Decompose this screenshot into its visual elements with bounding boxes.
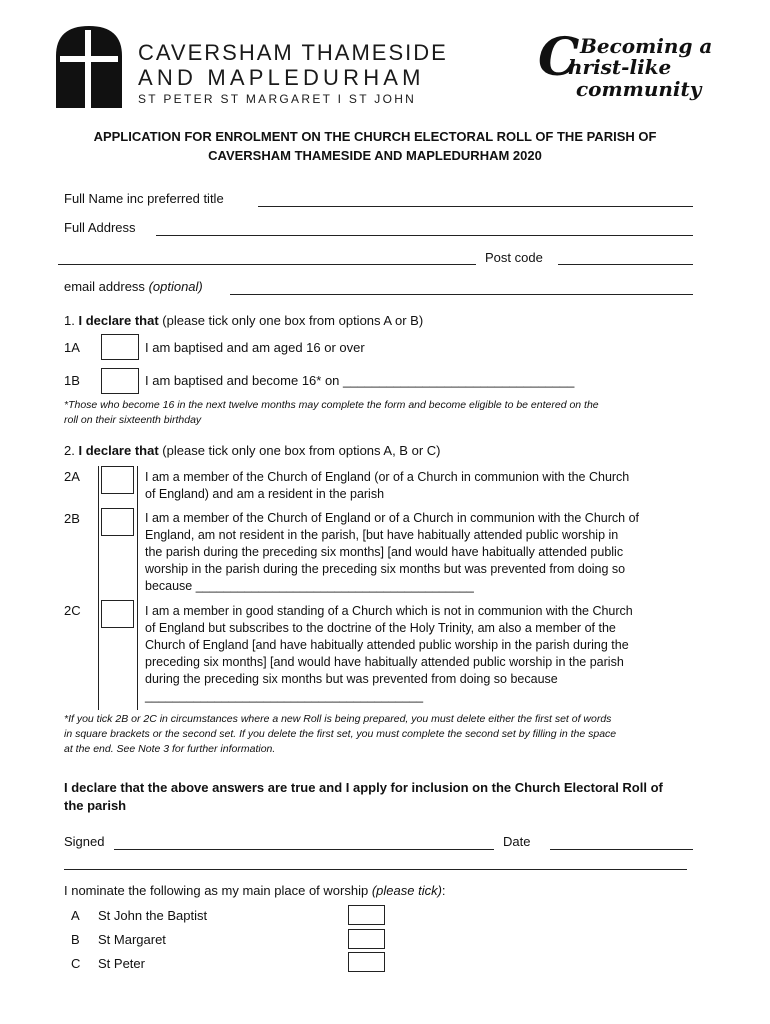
section1-number: 1. — [64, 313, 75, 328]
worship-intro-italic: (please tick) — [371, 883, 442, 898]
option-1b-checkbox[interactable] — [101, 368, 139, 394]
worship-intro-text: I nominate the following as my main place of worship — [64, 883, 369, 898]
section2-box-column-right — [137, 466, 138, 710]
worship-option-c-checkbox[interactable] — [348, 952, 385, 972]
section2-note-line3: at the end. See Note 3 for further information. — [64, 743, 276, 755]
option-2c-line4: preceding six months] [and would have habitually attended public worship in the parish — [145, 655, 624, 669]
section1-declare: I declare that — [78, 313, 159, 328]
parish-name-line1: CAVERSHAM THAMESIDE — [138, 40, 448, 65]
option-2c-checkbox[interactable] — [101, 600, 134, 628]
option-2b-text — [145, 510, 686, 595]
option-2c-text — [145, 603, 686, 705]
section2-note — [64, 712, 616, 757]
option-2c-code: 2C — [64, 603, 81, 618]
parish-cross-logo — [56, 26, 122, 108]
option-2b-line4: worship in the parish during the preceding six months but was prevented from doing so — [145, 562, 626, 576]
post-code-field[interactable] — [558, 264, 693, 265]
option-2a-line1: I am a member of the Church of England (or of a Church in communion with the Church — [145, 470, 630, 484]
worship-intro-end: : — [441, 883, 446, 898]
form-title-line1: APPLICATION FOR ENROLMENT ON THE CHURCH ELECTORAL ROLL OF THE PARISH OF — [93, 129, 657, 144]
worship-option-a-checkbox[interactable] — [348, 905, 385, 925]
full-name-label: Full Name inc preferred title — [64, 191, 224, 206]
parish-name-line2: AND MAPLEDURHAM — [138, 65, 425, 90]
option-2b-line1: I am a member of the Church of England or of a Church in communion with the Church of — [145, 511, 639, 525]
email-optional-text: (optional) — [148, 279, 203, 294]
option-1a-code: 1A — [64, 340, 80, 355]
motto-line2: hrist-like — [568, 55, 672, 79]
option-2b-line3: the parish during the preceding six months] [and would have habitually attended public — [145, 545, 624, 559]
option-1b-code: 1B — [64, 373, 80, 388]
section1-note-line2: roll on their sixteenth birthday — [64, 414, 202, 426]
option-2a-text — [145, 469, 686, 503]
worship-option-b-code: B — [71, 932, 80, 947]
option-2a-code: 2A — [64, 469, 80, 484]
worship-option-a-name: St John the Baptist — [98, 908, 208, 923]
email-label — [64, 279, 203, 294]
section1-instruction: (please tick only one box from options A or B) — [162, 313, 424, 328]
section2-declare: I declare that — [78, 443, 159, 458]
option-2c-line2: of England but subscribes to the doctrine of the Holy Trinity, am also a member of the — [145, 621, 616, 635]
signed-label: Signed — [64, 834, 105, 849]
signature-field[interactable] — [114, 849, 494, 850]
form-title-line2: CAVERSHAM THAMESIDE AND MAPLEDURHAM 2020 — [208, 148, 542, 163]
section2-note-line1: *If you tick 2B or 2C in circumstances where a new Roll is being prepared, you must delete either the first set of words — [64, 713, 612, 725]
option-2b-line5: because ________________________________________ — [145, 579, 474, 593]
motto-logo — [538, 27, 724, 101]
motto-initial: C — [538, 27, 580, 88]
section2-number: 2. — [64, 443, 75, 458]
date-label: Date — [503, 834, 531, 849]
option-2c-line1: I am a member in good standing of a Church which is not in communion with the Church — [145, 604, 633, 618]
form-title — [60, 127, 690, 165]
post-code-label: Post code — [485, 250, 543, 265]
option-1a-text: I am baptised and am aged 16 or over — [145, 340, 365, 355]
worship-intro — [64, 883, 446, 898]
worship-option-b-name: St Margaret — [98, 932, 166, 947]
motto-line3: community — [576, 77, 702, 101]
worship-option-b-checkbox[interactable] — [348, 929, 385, 949]
section2-note-line2: in square brackets or the second set. If you delete the first set, you must complete the second set by filling in the space — [64, 728, 617, 740]
option-2c-line6: ________________________________________ — [145, 689, 424, 703]
date-field[interactable] — [550, 849, 693, 850]
section1-note-line1: *Those who become 16 in the next twelve months may complete the form and become eligible to be entered on the — [64, 399, 599, 411]
worship-option-a-code: A — [71, 908, 80, 923]
email-field[interactable] — [230, 294, 693, 295]
section1-note — [64, 398, 599, 428]
option-2a-line2: of England) and am a resident in the parish — [145, 487, 385, 501]
section2-heading — [64, 443, 440, 458]
email-label-text: email address — [64, 279, 145, 294]
full-address-field-line2[interactable] — [58, 264, 476, 265]
divider-line — [64, 869, 687, 870]
declaration-statement — [64, 779, 704, 815]
parish-churches-line: ST PETER ST MARGARET I ST JOHN — [138, 92, 417, 106]
full-address-field-line1[interactable] — [156, 235, 693, 236]
option-2b-line2: England, am not resident in the parish, [but have habitually attended public worship in — [145, 528, 619, 542]
section2-box-column-left — [98, 466, 99, 710]
worship-option-c-name: St Peter — [98, 956, 145, 971]
option-1b-text: I am baptised and become 16* on ________________________________ — [145, 373, 575, 388]
section2-instruction: (please tick only one box from options A, B or C) — [162, 443, 441, 458]
full-name-field[interactable] — [258, 206, 693, 207]
motto-line1: Becoming a — [580, 34, 713, 58]
declaration-line1: I declare that the above answers are true and I apply for inclusion on the Church Electoral Roll of — [64, 780, 663, 795]
worship-option-c-code: C — [71, 956, 81, 971]
declaration-line2: the parish — [64, 798, 127, 813]
option-2b-checkbox[interactable] — [101, 508, 134, 536]
option-2c-line3: Church of England [and have habitually attended public worship in the parish during the — [145, 638, 629, 652]
option-2a-checkbox[interactable] — [101, 466, 134, 494]
full-address-label: Full Address — [64, 220, 136, 235]
option-2c-line5: during the preceding six months but was prevented from doing so because — [145, 672, 558, 686]
option-1a-checkbox[interactable] — [101, 334, 139, 360]
option-2b-code: 2B — [64, 511, 80, 526]
section1-heading — [64, 313, 423, 328]
